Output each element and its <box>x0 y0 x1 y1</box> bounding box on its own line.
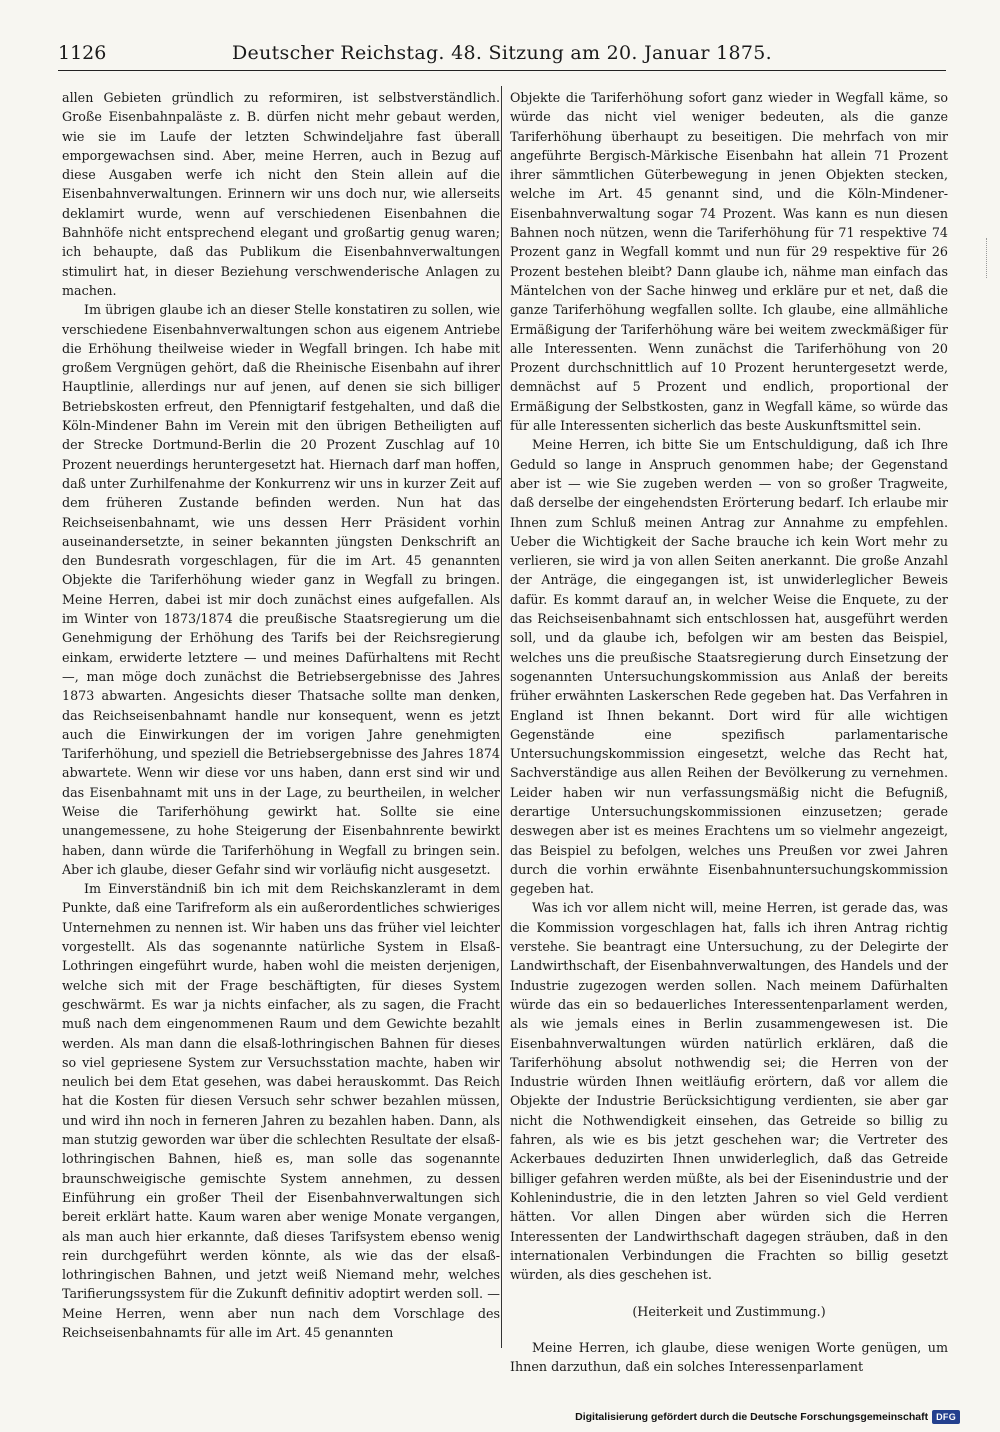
right-column <box>510 88 948 1374</box>
paragraph: Objekte die Tariferhöhung sofort ganz wieder in Wegfall käme, so würde das nicht viel weniger bedeuten, als die ganze Tariferhöhung überhaupt zu beseitigen. Die mehrfach von mir angeführte Bergisch-Märkische Eisenbahn hat allein 71 Prozent ihrer sämmtlichen Güterbewegung in jenen Objekten stecken, welche im Art. 45 genannt sind, und die Köln-Mindener-Eisenbahnverwaltung sogar 74 Prozent. Was kann es nun diesen Bahnen noch nützen, wenn die Tariferhöhung für 71 respektive 74 Prozent ganz in Wegfall kommt und nun für 29 respektive für 26 Prozent bestehen bleibt? Dann glaube ich, nähme man einfach das Mäntelchen von der Sache hinweg und erkläre pur et net, daß die ganze Tariferhöhung wegfallen sollte. Ich glaube, eine allmähliche Ermäßigung der Tariferhöhung wäre bei weitem zweckmäßiger für alle Interessenten. Wenn zunächst die Tariferhöhung von 20 Prozent durchschnittlich auf 10 Prozent heruntergesetzt werde, demnächst auf 5 Prozent und endlich, proportional der Ermäßigung der Selbstkosten, ganz in Wegfall käme, so würde das für alle Interessenten sicherlich das beste Auskunftsmittel sein. <box>510 90 948 434</box>
paragraph: Im Einverständniß bin ich mit dem Reichskanzleramt in dem Punkte, daß eine Tarifreform als ein außerordentliches schwieriges Unternehmen zu nennen ist. Wir haben uns das früher viel leichter vorgestellt. Als das sogenannte natürliche System in Elsaß-Lothringen eingeführt wurde, haben wohl die meisten derjenigen, welche sich mit der Frage beschäftigten, für dieses System geschwärmt. Es war ja nichts einfacher, als zu sagen, die Fracht muß nach dem eingenommenen Raum und dem Gewichte bezahlt werden. Als man dann die elsaß-lothringischen Bahnen für dieses so viel gepriesene System zur Versuchsstation machte, haben wir neulich bei dem Etat gesehen, was dabei herauskommt. Das Reich hat die Kosten für diesen Versuch sehr schwer bezahlen müssen, und wird ihn noch in ferneren Jahren zu bezahlen haben. Dann, als man stutzig geworden war über die schlechten Resultate der elsaß-lothringischen Bahnen, hieß es, man solle das sogenannte braunschweigische gemischte System annehmen, zu dessen Einführung ein großer Theil der Eisenbahnverwaltungen sich bereit erklärt hatte. Kaum waren aber wenige Monate vergangen, als man auch hier erkannte, daß dieses Tarifsystem ebenso wenig rein durchgeführt werden könnte, als wie das der elsaß-lothringischen Bahnen, und jetzt weiß Niemand mehr, welches Tarifierungssystem für die Zukunft definitiv adoptirt werden soll. — Meine Herren, wenn aber nun nach dem Vorschlage des Reichseisenbahnamts für alle im Art. 45 genannten <box>62 881 500 1340</box>
paragraph: allen Gebieten gründlich zu reformiren, ist selbstverständlich. Große Eisenbahnpaläste z. B. dürfen nicht mehr gebaut werden, wie sie im Laufe der letzten Schwindeljahre fast überall emporgewachsen sind. Aber, meine Herren, auch in Bezug auf diese Ausgaben werfe ich nicht den Stein allein auf die Eisenbahnverwaltungen. Erinnern wir uns doch nur, wie allerseits deklamirt wurde, wenn auf verschiedenen Eisenbahnen die Bahnhöfe nicht entsprechend elegant und großartig genug waren; ich behaupte, daß das Publikum die Eisenbahnverwaltungen stimulirt hat, in dieser Beziehung verschwenderische Anlagen zu machen. <box>62 90 500 298</box>
page-header <box>58 40 946 71</box>
running-head: Deutscher Reichstag. 48. Sitzung am 20. Januar 1875. <box>232 42 772 64</box>
page-number: 1126 <box>58 42 107 64</box>
margin-mark <box>986 238 993 278</box>
paragraph: Im übrigen glaube ich an dieser Stelle konstatiren zu sollen, wie verschiedene Eisenbahnverwaltungen schon aus eigenem Antriebe die Erhöhung theilweise wieder in Wegfall bringen. Ich habe mit großem Vergnügen gehört, daß die Rheinische Eisenbahn auf ihrer Hauptlinie, allerdings nur auf jenen, auf denen sie sich billiger Betriebskosten erfreut, den Pfennigtarif festgehalten, und daß die Köln-Mindener Bahn im Verein mit den übrigen Betheiligten auf der Strecke Dortmund-Berlin die 20 Prozent Zuschlag auf 10 Prozent neuerdings heruntergesetzt hat. Hiernach darf man hoffen, daß unter Zurhilfenahme der Konkurrenz wir uns in kurzer Zeit auf dem früheren Zustande befinden werden. Nun hat das Reichseisenbahnamt, wie uns dessen Herr Präsident vorhin auseinandersetzte, in seiner bekannten jüngsten Denkschrift an den Bundesrath vorgeschlagen, für die im Art. 45 genannten Objekte die Tariferhöhung wieder ganz in Wegfall zu bringen. Meine Herren, dabei ist mir doch zunächst eines aufgefallen. Als im Winter von 1873/1874 die preußische Staatsregierung um die Genehmigung der Erhöhung des Tarifs bei der Reichsregierung einkam, erwiderte letztere — und meines Dafürhaltens mit Recht —, man möge doch zunächst die Betriebsergebnisse des Jahres 1873 abwarten. Angesichts dieser Thatsache sollte man denken, das Reichseisenbahnamt handle nur konsequent, wenn es jetzt auch die Einwirkungen der im vorigen Jahre genehmigten Tariferhöhung, und speziell die Betriebsergebnisse des Jahres 1874 abwartete. Wenn wir diese vor uns haben, dann erst sind wir und das Eisenbahnamt mit uns in der Lage, zu beurtheilen, in welcher Weise die Tariferhöhung gewirkt hat. Sollte sie eine unangemessene, zu hohe Steigerung der Eisenbahnrente bewirkt haben, dann würde die Tariferhöhung in Wegfall zu bringen sein. Aber ich glaube, dieser Gefahr sind wir vorläufig nicht ausgesetzt. <box>62 302 500 877</box>
column-divider <box>501 86 502 1348</box>
paragraph: Meine Herren, ich bitte Sie um Entschuldigung, daß ich Ihre Geduld so lange in Anspruch genommen habe; der Gegenstand aber ist — wie Sie zugeben werden — von so großer Tragweite, daß derselbe der eingehendsten Erörterung bedarf. Ich erlaube mir Ihnen zum Schluß meinen Antrag zur Annahme zu empfehlen. Ueber die Wichtigkeit der Sache brauche ich kein Wort mehr zu verlieren, sie wird ja von allen Seiten anerkannt. Die große Anzahl der Anträge, die eingegangen ist, ist unwiderleglicher Beweis dafür. Es kommt darauf an, in welcher Weise die Enquete, zu der das Reichseisenbahnamt sich entschlossen hat, ausgeführt werden soll, und da glaube ich, befolgen wir am besten das Beispiel, welches uns die preußische Staatsregierung durch Einsetzung der sogenannten Untersuchungskommission aus Anlaß der bereits früher erwähnten Laskerschen Rede gegeben hat. Das Verfahren in England ist Ihnen bekannt. Dort wird für alle wichtigen Gegenstände eine spezifisch parlamentarische Untersuchungskommission eingesetzt, welche das Recht hat, Sachverständige aus allen Reihen der Bevölkerung zu vernehmen. Leider haben wir nun verfassungsmäßig nicht die Befugniß, derartige Untersuchungskommissionen einzusetzen; gerade deswegen aber ist es meines Erachtens um so vielmehr angezeigt, das Beispiel zu befolgen, welches uns Preußen vor zwei Jahren durch die vorhin erwähnte Eisenbahnuntersuchungskommission gegeben hat. <box>510 437 948 897</box>
dfg-logo: DFG <box>932 1410 960 1424</box>
left-column <box>62 88 500 1346</box>
paragraph: Meine Herren, ich glaube, diese wenigen Worte genügen, um Ihnen darzuthun, daß ein solches Interessenparlament <box>510 1339 948 1374</box>
paragraph: Was ich vor allem nicht will, meine Herren, ist gerade das, was die Kommission vorgeschlagen hat, falls ich ihren Antrag richtig verstehe. Sie beantragt eine Untersuchung, zu der Delegirte der Landwirthschaft, der Eisenbahnverwaltungen, des Handels und der Industrie zugezogen werden sollen. Nach meinem Dafürhalten würde das ein so bedauerliches Interessentenparlament werden, als wie jemals eines in Berlin zusammengewesen ist. Die Eisenbahnverwaltungen würden natürlich erklären, daß die Tariferhöhung absolut nothwendig sei; die Herren von der Industrie würden Ihnen weitläufig erörtern, daß vor allem die Objekte der Industrie Berücksichtigung verdienten, sie aber gar nicht die Nothwendigkeit einsehen, das Getreide so billig zu fahren, als wie es bis jetzt geschehen war; die Vertreter des Ackerbaues deduzirten Ihnen unwiderleglich, daß das Getreide billiger gefahren werden müßte, als bei der Eisenindustrie und der Kohlenindustrie, die in den letzten Jahren so viel Geld verdient hätten. Vor allen Dingen aber würden sich die Herren Interessenten der Landwirthschaft dagegen sträuben, daß in den internationalen Verbindungen die Frachten so billig gesetzt würden, als dies geschehen ist. <box>510 900 948 1283</box>
interjection: (Heiterkeit und Zustimmung.) <box>632 1304 826 1320</box>
page-footer <box>575 1408 960 1426</box>
funding-credit: Digitalisierung gefördert durch die Deutsche Forschungsgemeinschaft <box>575 1411 929 1423</box>
